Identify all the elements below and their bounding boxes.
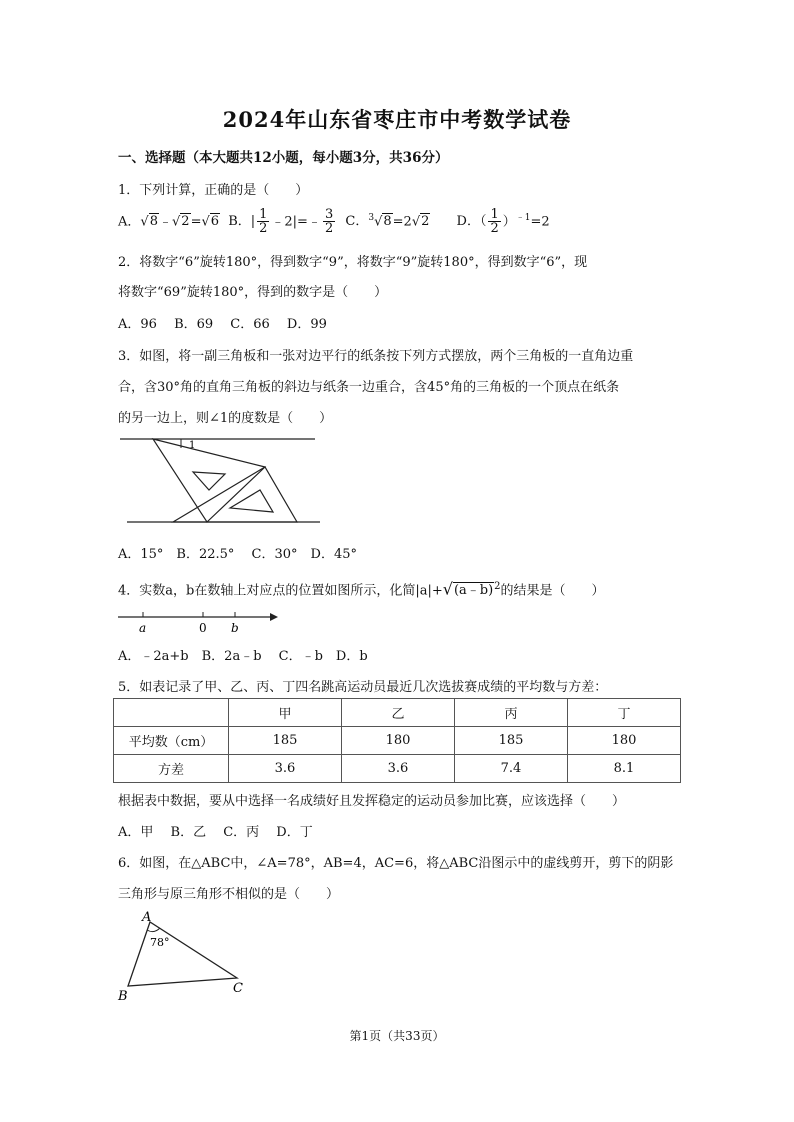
q1-d-exp: ﹣1 (515, 213, 531, 223)
q1-c-rad: 8 (383, 214, 392, 230)
page-title: 2024年山东省枣庄市中考数学试卷 (222, 107, 572, 132)
q6-label-b: B (118, 989, 128, 1004)
q5-table (113, 698, 681, 783)
table-header-cell: 乙 (342, 699, 455, 727)
table-cell: 3.6 (229, 755, 342, 783)
q4-radicand: (a﹣b) (453, 583, 494, 599)
table-row (114, 727, 681, 755)
table-row (114, 755, 681, 783)
q1-d-eq: =2 (530, 214, 550, 230)
q6-angle-label: 78° (150, 936, 170, 949)
q4-stem: 4．实数a，b在数轴上对应点的位置如图所示，化简|a|+√(a﹣b)$^2$的结果是（ ） (118, 579, 605, 599)
q1-a-minus: ﹣ (158, 214, 172, 230)
table-cell: 8.1 (568, 755, 681, 783)
q1-b-mid: ﹣2|=﹣ (271, 214, 321, 230)
table-cell: 平均数（cm） (114, 727, 229, 755)
q5-stem: 5．如表记录了甲、乙、丙、丁四名跳高运动员最近几次选拔赛成绩的平均数与方差： (118, 680, 608, 695)
q1-d-prefix: D．（ (456, 214, 487, 230)
q4-exp: 2 (494, 581, 501, 592)
table-cell: 7.4 (455, 755, 568, 783)
table-cell: 180 (342, 727, 455, 755)
q1-b-frac2: $\frac{3}{2}$ (324, 207, 334, 237)
q1-c-prefix: C． (345, 214, 369, 230)
q2-line1: 2．将数字“6”旋转180°，得到数字“9”，将数字“9”旋转180°，得到数字“6”，现 (118, 255, 588, 270)
q1-a-rad1: 8 (149, 214, 158, 230)
q3-angle-label: 1 (189, 440, 196, 451)
q3-line3: 的另一边上，则∠1的度数是（ ） (118, 411, 333, 426)
table-header-cell (114, 699, 229, 727)
table-cell: 185 (229, 727, 342, 755)
table-header-cell: 丙 (455, 699, 568, 727)
q1-d-suffix: ） (502, 214, 516, 230)
table-cell: 方差 (114, 755, 229, 783)
q1-c-index: 3 (368, 213, 375, 223)
q1-d-frac: $\frac{1}{2}$ (490, 207, 499, 237)
q1-stem: 1．下列计算，正确的是（ ） (118, 183, 309, 198)
q1-a-eq: = (190, 214, 202, 230)
section-heading: 一、选择题（本大题共12小题，每小题3分，共36分） (118, 150, 449, 166)
table-cell: 180 (568, 727, 681, 755)
q6-label-a: A (142, 910, 152, 925)
q1-options: A．√8﹣√2=√6 B．| $\frac{1}{2}$ ﹣2|=﹣ $\frac{3}{2}$ C．$^3$√8=2√2 D．（ $\frac{1}{2}$ ）$^{﹣1}$=2 (118, 207, 550, 237)
table-header-cell: 丁 (568, 699, 681, 727)
q4-label-b: b (231, 621, 239, 635)
table-header-row (114, 699, 681, 727)
q4-label-zero: 0 (199, 621, 207, 635)
page-footer: 第1页（共33页） (349, 1029, 445, 1043)
q6-triangle-figure (112, 910, 252, 1005)
q4-label-a: a (139, 621, 147, 635)
q5-after: 根据表中数据，要从中选择一名成绩好且发挥稳定的运动员参加比赛，应该选择（ ） (118, 794, 626, 809)
q1-b-frac: $\frac{1}{2}$ (259, 207, 268, 237)
q3-options: A．15° B．22.5° C．30° D．45° (118, 547, 358, 562)
q2-options: A．96 B．69 C．66 D．99 (118, 317, 327, 332)
q5-options: A．甲 B．乙 C．丙 D．丁 (118, 825, 313, 840)
q6-label-c: C (233, 981, 243, 996)
q1-b-prefix: B．| (228, 214, 256, 230)
q4-stem-post: 的结果是（ ） (500, 583, 605, 599)
q4-stem-pre: 4．实数a，b在数轴上对应点的位置如图所示，化简|a|+ (118, 583, 443, 599)
table-cell: 3.6 (342, 755, 455, 783)
q1-c-eq: =2 (392, 214, 412, 230)
q6-line2: 三角形与原三角形不相似的是（ ） (118, 887, 340, 902)
table-cell: 185 (455, 727, 568, 755)
q4-number-line (115, 608, 285, 636)
q1-a-prefix: A． (118, 214, 141, 230)
q1-a-rad3: 6 (210, 214, 220, 230)
q4-options: A．﹣2a+b B．2a﹣b C．﹣b D．b (118, 649, 368, 664)
table-header-cell: 甲 (229, 699, 342, 727)
q1-c-rad2: 2 (421, 214, 430, 230)
q2-line2: 将数字“69”旋转180°，得到的数字是（ ） (118, 285, 388, 300)
q3-line1: 3．如图，将一副三角板和一张对边平行的纸条按下列方式摆放，两个三角板的一直角边重 (118, 349, 634, 364)
q1-a-rad2: 2 (181, 214, 190, 230)
q3-figure (115, 432, 325, 528)
q6-line1: 6．如图，在△ABC中，∠A=78°，AB=4，AC=6，将△ABC沿图示中的虚线剪开，剪下的阴影 (118, 856, 674, 871)
q3-line2: 合，含30°角的直角三角板的斜边与纸条一边重合，含45°角的三角板的一个顶点在纸条 (118, 380, 620, 395)
